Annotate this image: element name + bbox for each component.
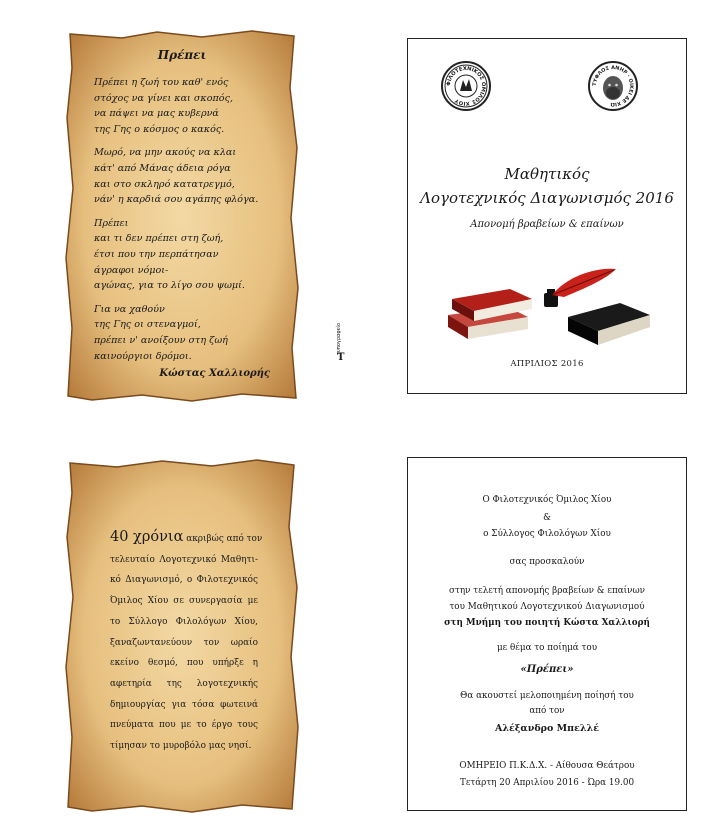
- poem-stanza-1: [94, 75, 270, 137]
- poem-line: Πρέπει: [94, 217, 129, 229]
- printer-mark-symbol: T: [337, 352, 345, 363]
- poem-line: και στο σκληρό κατατρεγμό,: [94, 178, 235, 190]
- invite-org2: ο Σύλλογος Φιλολόγων Χίου: [483, 529, 611, 539]
- poem-author: Κώστας Χαλλιορής: [159, 368, 270, 380]
- invite-event2: του Μαθητικού Λογοτεχνικού Διαγωνισμού: [449, 602, 645, 612]
- invite-memory: στη Μνήμη του ποιητή Κώστα Χαλλιορή: [444, 618, 650, 628]
- poem-line: και τι δεν πρέπει στη ζωή,: [94, 233, 224, 245]
- poem-line: αγώνας, για το λίγο σου ψωμί.: [94, 280, 245, 292]
- history-line: πνεύματα που με το έργο τους: [110, 720, 258, 731]
- poem-line: έτσι που την περπάτησαν: [94, 248, 219, 260]
- history-line: τίμησαν το μυροβόλο μας νησί.: [110, 741, 252, 752]
- history-line: τελευταίο Λογοτεχνικό Μαθητι-: [110, 554, 258, 565]
- history-line: Όμιλος Χίου σε συνεργασία με: [110, 596, 258, 607]
- seal-left-text: ΦΙΛΟΤΕΧΝΙΚΟΣ ΟΜΙΛΟΣ ΧΙΟΥ: [445, 65, 487, 107]
- printer-mark-text: τυπογραφείο: [336, 322, 343, 356]
- history-line: ξαναζωντανεύουν τον ωραίο: [110, 637, 258, 648]
- cover-date: ΑΠΡΙΛΙΟΣ 2016: [510, 359, 584, 369]
- invite-music2: από τον: [529, 706, 565, 716]
- invite-text: σας προσκαλούν: [509, 557, 585, 567]
- invite-org1: Ο Φιλοτεχνικός Όμιλος Χίου: [482, 495, 612, 505]
- poem-stanza-4: [94, 302, 270, 364]
- tyflos-anir-seal-icon: [588, 61, 638, 111]
- poem-stanza-2: [94, 145, 270, 207]
- cover-title-line2: Λογοτεχνικός Διαγωνισμός 2016: [420, 189, 674, 207]
- history-lead: 40 χρόνια: [110, 529, 184, 545]
- history-text: [110, 527, 263, 757]
- poem-line: άγραφοι νόμοι-: [94, 264, 169, 276]
- invite-amp: &: [543, 513, 551, 523]
- poem-title: Πρέπει: [157, 48, 207, 62]
- poem-line: Για να χαθούν: [94, 303, 165, 315]
- history-scroll: [62, 457, 302, 817]
- printer-mark: [337, 322, 347, 362]
- poem-line: της Γης οι στεναγμοί,: [94, 319, 201, 331]
- history-line: το Σύλλογο Φιλολόγων Χίου,: [110, 616, 258, 627]
- poem-stanza-3: [94, 216, 270, 294]
- filotexnikos-omilos-seal-icon: [441, 61, 491, 111]
- invite-datetime: Τετάρτη 20 Απριλίου 2016 - Ώρα 19.00: [459, 778, 635, 788]
- history-line: εκείνο θεσμό, που υπήρξε η: [110, 658, 258, 669]
- books-and-quill-icon: [438, 265, 658, 355]
- invite-theme: «Πρέπει»: [520, 664, 574, 675]
- history-line: δημιουργίας για τόσα φωτεινά: [110, 699, 258, 710]
- history-line: κό Διαγωνισμό, ο Φιλοτεχνικός: [110, 575, 258, 586]
- poem-line: κάτ' από Μάνας άδεια ρόγα: [94, 162, 231, 174]
- poem-line: να πάψει να μας κυβερνά: [94, 108, 219, 120]
- invite-music1: Θα ακουστεί μελοποιημένη ποίησή του: [460, 691, 634, 701]
- invite-theme-intro: με θέμα το ποίημά του: [496, 643, 598, 653]
- cover-title-line1: Μαθητικός: [504, 165, 590, 183]
- seal-right-text: ΤΥΦΛΟΣ ΑΝΗΡ · ΟΙΚΕΙ ΔΕ ΧΙΩ: [591, 64, 635, 108]
- cover-panel: [407, 38, 687, 394]
- poem-line: στόχος να γίνει και σκοπός,: [94, 92, 233, 104]
- poem-line: Πρέπει η ζωή του καθ' ενός: [94, 77, 229, 88]
- poem-content: [94, 48, 270, 379]
- poem-line: της Γης ο κόσμος ο κακός.: [94, 123, 225, 135]
- poem-line: Μωρό, να μην ακούς να κλαι: [94, 147, 237, 159]
- invite-event1: στην τελετή απονομής βραβείων & επαίνων: [449, 586, 645, 596]
- cover-subtitle: Απονομή βραβείων & επαίνων: [470, 219, 624, 230]
- invite-venue: ΟΜΗΡΕΙΟ Π.Κ.Δ.Χ. - Αίθουσα Θεάτρου: [459, 761, 635, 771]
- history-line: 40 χρόνια ακριβώς από τον: [110, 529, 263, 545]
- poem-line: πρέπει ν' ανοίξουν στη ζωή: [94, 334, 228, 346]
- invitation-panel: [407, 457, 687, 811]
- invite-musician: Αλέξανδρο Μπελλέ: [495, 723, 599, 734]
- poem-line: νάν' η καρδιά σου αγάπης φλόγα.: [94, 194, 259, 206]
- history-line: αφετηρία της λογοτεχνικής: [110, 678, 258, 689]
- poem-line: καινούργιοι δρόμοι.: [94, 350, 192, 362]
- poem-scroll: [62, 28, 302, 406]
